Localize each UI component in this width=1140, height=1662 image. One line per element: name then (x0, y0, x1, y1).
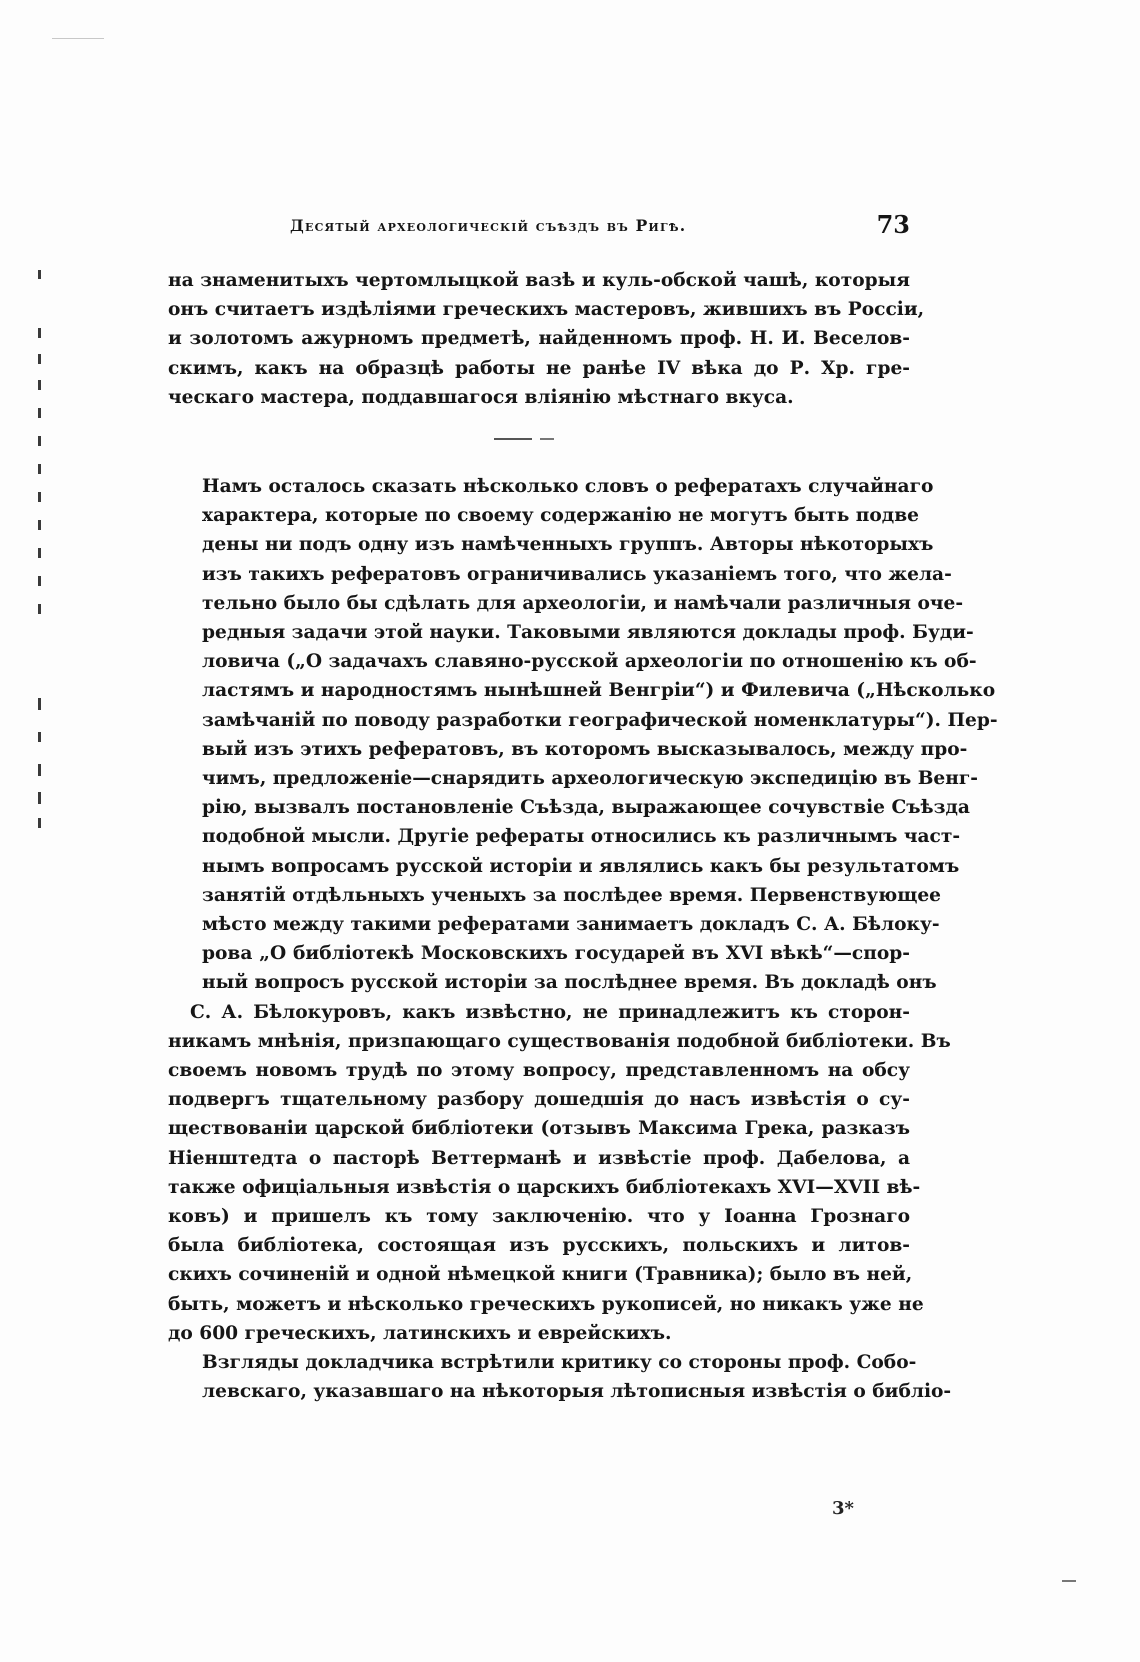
main-text (168, 472, 998, 1407)
text-line: скихъ сочиненій и одной нѣмецкой книги (Травника); было въ ней, (168, 1264, 913, 1286)
text-line: изъ такихъ рефератовъ ограничивались указаніемъ того, что жела- (202, 563, 952, 585)
text-line: до 600 греческихъ, латинскихъ и еврейскихъ. (168, 1322, 672, 1344)
text-line: замѣчаній по поводу разработки географической номенклатуры“). Пер- (202, 709, 998, 731)
text-line: редныя задачи этой науки. Таковыми являются доклады проф. Буди- (202, 622, 974, 644)
text-line: на знаменитыхъ чертомлыцкой вазѣ и куль-обской чашѣ, которыя (168, 270, 910, 291)
text-line: ческаго мастера, поддавшагося вліянію мѣстнаго вкуса. (168, 386, 794, 408)
text-line: ловича („О задачахъ славяно-русской археологіи по отношенію къ об- (202, 651, 977, 673)
text-line: тельно было бы сдѣлать для археологіи, и намѣчали различныя оче- (202, 592, 964, 614)
text-line: также офиціальныя извѣстія о царскихъ библіотекахъ XVI—XVII вѣ- (168, 1176, 921, 1198)
text-line: дены ни подъ одну изъ намѣченныхъ группъ. Авторы нѣкоторыхъ (202, 534, 934, 556)
text-line: была библіотека, состоящая изъ русскихъ, польскихъ и литов- (168, 1235, 910, 1257)
text-line: левскаго, указавшаго на нѣкоторыя лѣтописныя извѣстія о библіо- (202, 1381, 952, 1403)
text-line: ковъ) и пришелъ къ тому заключенію. что у Іоанна Грознаго (168, 1206, 910, 1228)
text-line: нымъ вопросамъ русской исторіи и являлись какъ бы результатомъ (202, 855, 960, 877)
text-line: быть, можетъ и нѣсколько греческихъ рукописей, но никакъ уже не (168, 1293, 924, 1315)
paragraph-1 (168, 266, 925, 412)
text-line: своемъ новомъ трудѣ по этому вопросу, представленномъ на обсу (168, 1060, 910, 1082)
section-separator (494, 438, 554, 440)
text-line: С. А. Бѣлокуровъ, какъ извѣстно, не принадлежитъ къ сторон- (190, 1001, 910, 1023)
text-line: ный вопросъ русской исторіи за послѣднее время. Въ докладѣ онъ (202, 972, 937, 994)
left-margin-binding-marks (38, 270, 46, 830)
text-line: Намъ осталось сказать нѣсколько словъ о рефератахъ случайнаго (202, 476, 934, 497)
text-line: характера, которые по своему содержанію не могутъ быть подве (202, 505, 919, 527)
scan-artifact-corner (1062, 1580, 1076, 1582)
text-line: подвергъ тщательному разбору дошедшія до насъ извѣстія о су- (168, 1089, 910, 1111)
text-line: и золотомъ ажурномъ предметѣ, найденномъ проф. Н. И. Веселов- (168, 328, 910, 350)
text-line: никамъ мнѣнія, призпающаго существованія подобной библіотеки. Въ (168, 1030, 951, 1052)
signature-mark: 3* (832, 1498, 854, 1519)
text-line: мѣсто между такими рефератами занимаетъ докладъ С. А. Бѣлоку- (202, 914, 940, 936)
text-line: занятій отдѣльныхъ ученыхъ за послѣдее время. Первенствующее (202, 884, 941, 906)
text-line: рова „О библіотекѣ Московскихъ государей въ XVI вѣкѣ“—спор- (202, 943, 910, 965)
text-line: рію, вызвалъ постановленіе Съѣзда, выражающее сочувствіе Съѣзда (202, 797, 970, 819)
text-line: чимъ, предложеніе—снарядить археологическую экспедицію въ Венг- (202, 768, 978, 790)
text-line: подобной мысли. Другіе рефераты относились къ различнымъ част- (202, 826, 961, 848)
paragraph-3 (168, 998, 951, 1348)
running-title: Десятый археологическій съѣздъ въ Ригѣ. (290, 216, 687, 235)
scan-artifact-line (52, 38, 104, 39)
text-line: Ніенштедта о пасторѣ Веттерманѣ и извѣстіе проф. Дабелова, а (168, 1147, 910, 1169)
text-line: онъ считаетъ издѣліями греческихъ мастеровъ, жившихъ въ Россіи, (168, 299, 925, 321)
page-number: 73 (876, 210, 910, 239)
running-header (168, 212, 910, 240)
text-line: Взгляды докладчика встрѣтили критику со стороны проф. Собо- (202, 1352, 917, 1374)
text-line: вый изъ этихъ рефератовъ, въ которомъ высказывалось, между про- (202, 738, 968, 760)
text-line: ществованіи царской библіотеки (отзывъ Максима Грека, разказъ (168, 1118, 910, 1140)
text-line: ластямъ и народностямъ нынѣшней Венгріи“) и Филевича („Нѣсколько (202, 680, 996, 702)
paragraph-1-text (168, 266, 925, 412)
paragraph-4 (168, 1348, 952, 1406)
text-line: скимъ, какъ на образцѣ работы не ранѣе IV вѣка до Р. Хр. гре- (168, 357, 910, 379)
paragraph-2 (168, 472, 998, 998)
